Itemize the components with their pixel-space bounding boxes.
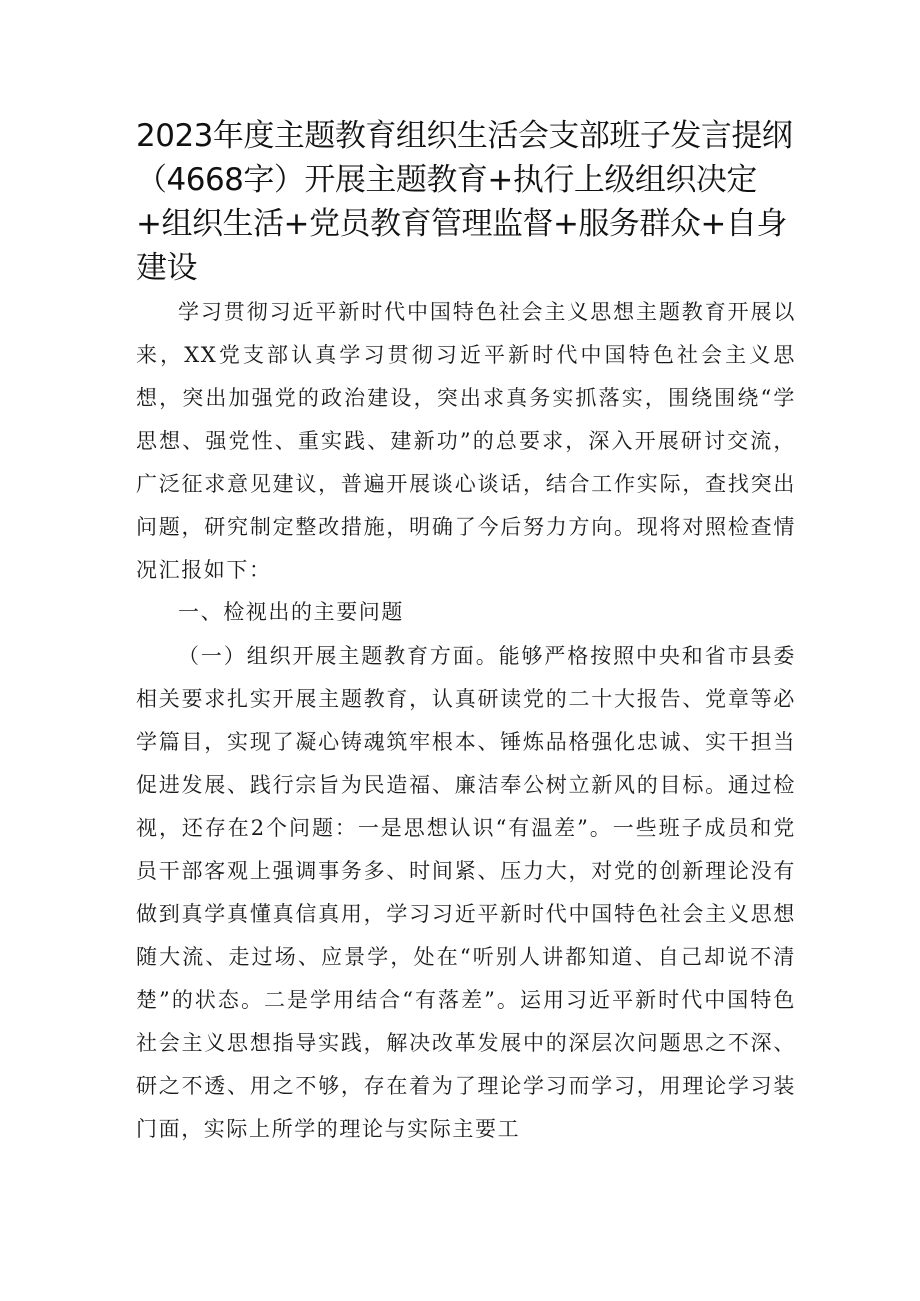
intro-paragraph: 学习贯彻习近平新时代中国特色社会主义思想主题教育开展以来，XX党支部认真学习贯彻习近平新时代中国特色社会主义思想，突出加强党的政治建设，突出求真务实抓落实，围绕围绕“学思想、强党性、重实践、建新功”的总要求，深入开展研讨交流，广泛征求意见建议，普遍开展谈心谈话，结合工作实际，查找突出问题，研究制定整改措施，明确了今后努力方向。现将对照检查情况汇报如下： — [136, 300, 796, 582]
section-1-paragraph: （一）组织开展主题教育方面。能够严格按照中央和省市县委相关要求扎实开展主题教育，认真研读党的二十大报告、党章等必学篇目，实现了凝心铸魂筑牢根本、锤炼品格强化忠诚、实干担当促进发展、践行宗旨为民造福、廉洁奉公树立新风的目标。通过检视，还存在2个问题：一是思想认识“有温差”。一些班子成员和党员干部客观上强调事务多、时间紧、压力大，对党的创新理论没有做到真学真懂真信真用，学习习近平新时代中国特色社会主义思想随大流、走过场、应景学，处在“听别人讲都知道、自己却说不清楚”的状态。二是学用结合“有落差”。运用习近平新时代中国特色社会主义思想指导实践，解决改革发展中的深层次问题思之不深、研之不透、用之不够，存在着为了理论学习而学习，用理论学习装门面，实际上所学的理论与实际主要工 — [136, 644, 796, 1141]
document-title: 2023年度主题教育组织生活会支部班子发言提纲（4668字）开展主题教育+执行上级组织决定+组织生活+党员教育管理监督+服务群众+自身建设 — [136, 118, 793, 286]
section-heading-1: 一、检视出的主要问题 — [178, 600, 404, 624]
